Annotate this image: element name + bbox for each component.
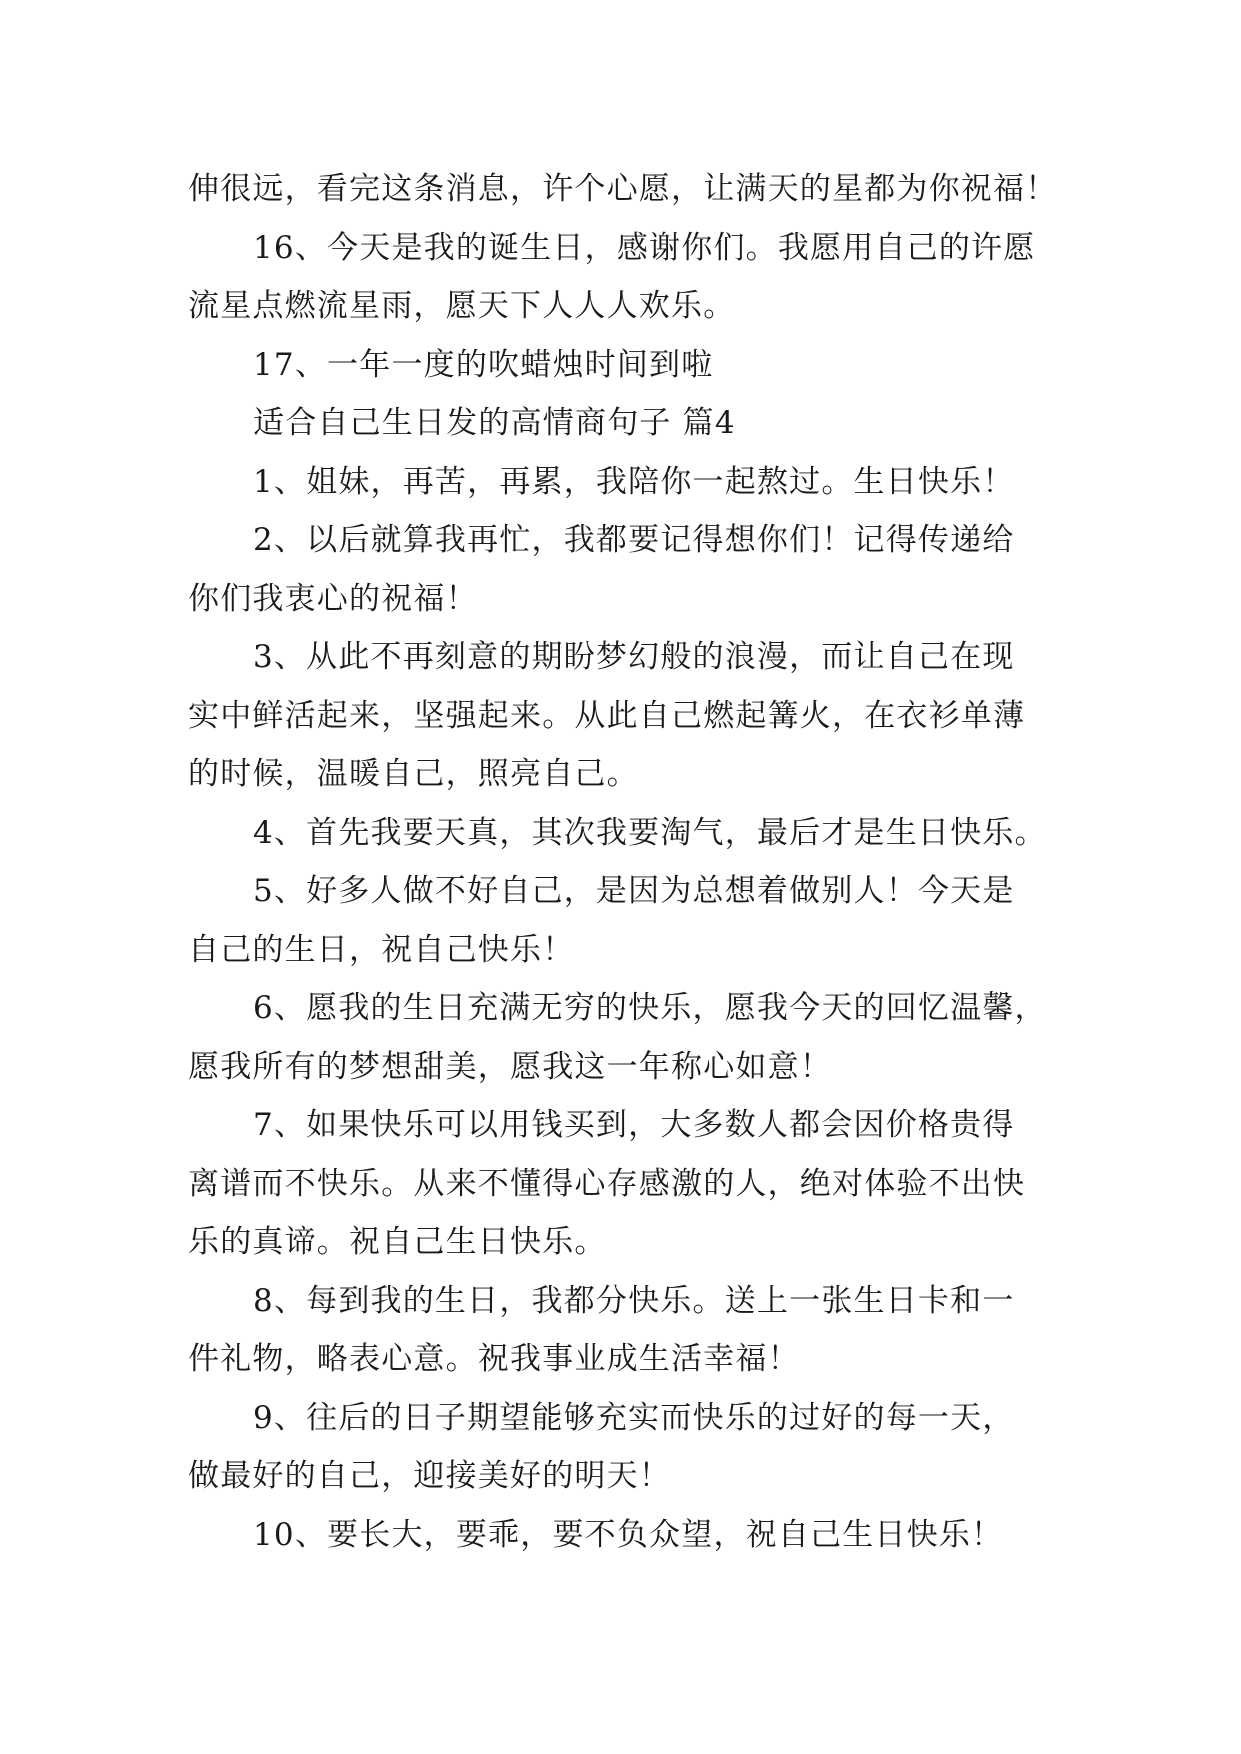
paragraph-item-1 (188, 453, 1058, 512)
paragraph-line: 的时候，温暖自己，照亮自己。 (188, 756, 639, 792)
paragraph-line: 自己的生日，祝自己快乐！ (188, 931, 575, 968)
paragraph-line: 8、每到我的生日，我都分快乐。送上一张生日卡和一 (253, 1282, 1015, 1319)
section-heading-text: 适合自己生日发的高情商句子 篇4 (253, 405, 736, 441)
paragraph-line: 17、一年一度的吹蜡烛时间到啦 (253, 346, 714, 383)
paragraph-item-7 (188, 1096, 1058, 1272)
paragraph-line: 3、从此不再刻意的期盼梦幻般的浪漫，而让自己在现 (253, 639, 1015, 675)
paragraph-line: 流星点燃流星雨，愿天下人人人欢乐。 (188, 288, 736, 324)
paragraph-continuation (188, 160, 1058, 219)
paragraph-item-5 (188, 862, 1058, 979)
paragraph-item-9 (188, 1389, 1058, 1506)
paragraph-line: 愿我所有的梦想甜美，愿我这一年称心如意！ (188, 1048, 832, 1085)
paragraph-item-10 (188, 1506, 1058, 1565)
paragraph-line: 10、要长大，要乖，要不负众望，祝自己生日快乐！ (253, 1516, 1004, 1553)
paragraph-line: 6、愿我的生日充满无穷的快乐，愿我今天的回忆温馨， (253, 990, 1047, 1026)
paragraph-line: 伸很远，看完这条消息，许个心愿，让满天的星都为你祝福！ (188, 171, 1058, 207)
paragraph-line: 离谱而不快乐。从来不懂得心存感激的人，绝对体验不出快 (188, 1165, 1026, 1202)
paragraph-item-3 (188, 628, 1058, 804)
paragraph-line: 16、今天是我的诞生日，感谢你们。我愿用自己的许愿 (253, 229, 1036, 266)
paragraph-line: 9、往后的日子期望能够充实而快乐的过好的每一天， (253, 1399, 1015, 1436)
paragraph-line: 2、以后就算我再忙，我都要记得想你们！记得传递给 (253, 522, 1015, 558)
paragraph-line: 你们我衷心的祝福！ (188, 580, 478, 617)
paragraph-line: 乐的真谛。祝自己生日快乐。 (188, 1224, 607, 1260)
paragraph-line: 实中鲜活起来，坚强起来。从此自己燃起篝火，在衣衫单薄 (188, 697, 1026, 734)
paragraph-line: 5、好多人做不好自己，是因为总想着做别人！今天是 (253, 873, 1015, 909)
paragraph-item-16 (188, 219, 1058, 336)
paragraph-item-8 (188, 1272, 1058, 1389)
paragraph-line: 4、首先我要天真，其次我要淘气，最后才是生日快乐。 (253, 814, 1047, 851)
paragraph-item-2 (188, 511, 1058, 628)
paragraph-line: 件礼物，略表心意。祝我事业成生活幸福！ (188, 1341, 800, 1377)
paragraph-line: 1、姐妹，再苦，再累，我陪你一起熬过。生日快乐！ (253, 463, 1015, 500)
section-heading (188, 394, 1058, 453)
document-body (188, 160, 1058, 1564)
paragraph-item-17 (188, 336, 1058, 395)
paragraph-line: 做最好的自己，迎接美好的明天！ (188, 1458, 671, 1494)
paragraph-item-6 (188, 979, 1058, 1096)
paragraph-item-4 (188, 804, 1058, 863)
paragraph-line: 7、如果快乐可以用钱买到，大多数人都会因价格贵得 (253, 1107, 1015, 1143)
